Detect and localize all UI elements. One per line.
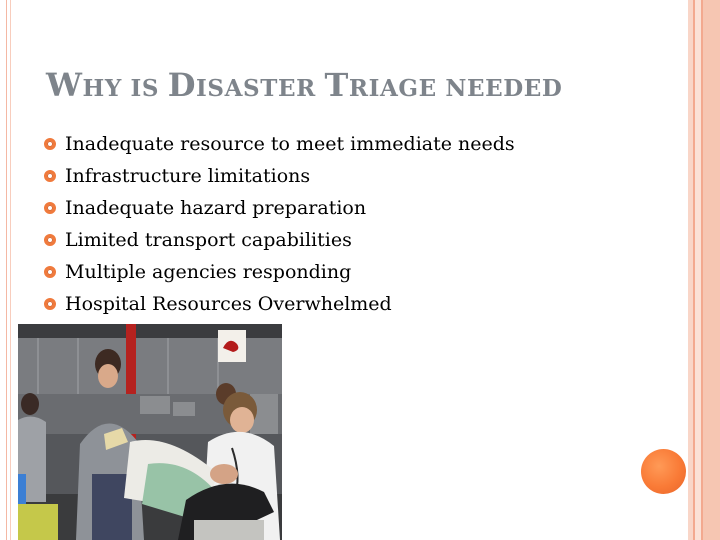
left-border-line-inner	[10, 0, 11, 540]
bullet-list	[44, 128, 515, 320]
bullet-item	[44, 288, 515, 320]
title-segment: T	[324, 66, 349, 104]
bullet-text: Inadequate resource to meet immediate needs	[65, 133, 515, 155]
orange-accent-circle	[641, 449, 686, 494]
bullet-text: Limited transport capabilities	[65, 229, 352, 251]
bullet-item	[44, 224, 515, 256]
bullet-item	[44, 256, 515, 288]
orange-ring-bullet-icon	[44, 234, 56, 246]
triage-photo	[18, 324, 282, 540]
bullet-text: Inadequate hazard preparation	[65, 197, 367, 219]
title-segment: D	[167, 66, 197, 104]
title-segment: W	[46, 66, 83, 104]
title-segment: RIAGE NEEDED	[348, 75, 563, 102]
orange-ring-bullet-icon	[44, 202, 56, 214]
orange-ring-bullet-icon	[44, 298, 56, 310]
left-border-line	[6, 0, 7, 540]
right-border-band	[703, 0, 720, 540]
triage-photo-image	[18, 324, 282, 540]
bullet-item	[44, 192, 515, 224]
bullet-text: Infrastructure limitations	[65, 165, 311, 187]
orange-ring-bullet-icon	[44, 266, 56, 278]
bullet-item	[44, 160, 515, 192]
orange-ring-bullet-icon	[44, 138, 56, 150]
bullet-item	[44, 128, 515, 160]
bullet-text: Multiple agencies responding	[65, 261, 352, 283]
bullet-text: Hospital Resources Overwhelmed	[65, 293, 392, 315]
title-segment: HY IS	[82, 75, 168, 102]
slide-title	[46, 66, 666, 104]
title-segment: ISASTER	[196, 75, 325, 102]
orange-ring-bullet-icon	[44, 170, 56, 182]
